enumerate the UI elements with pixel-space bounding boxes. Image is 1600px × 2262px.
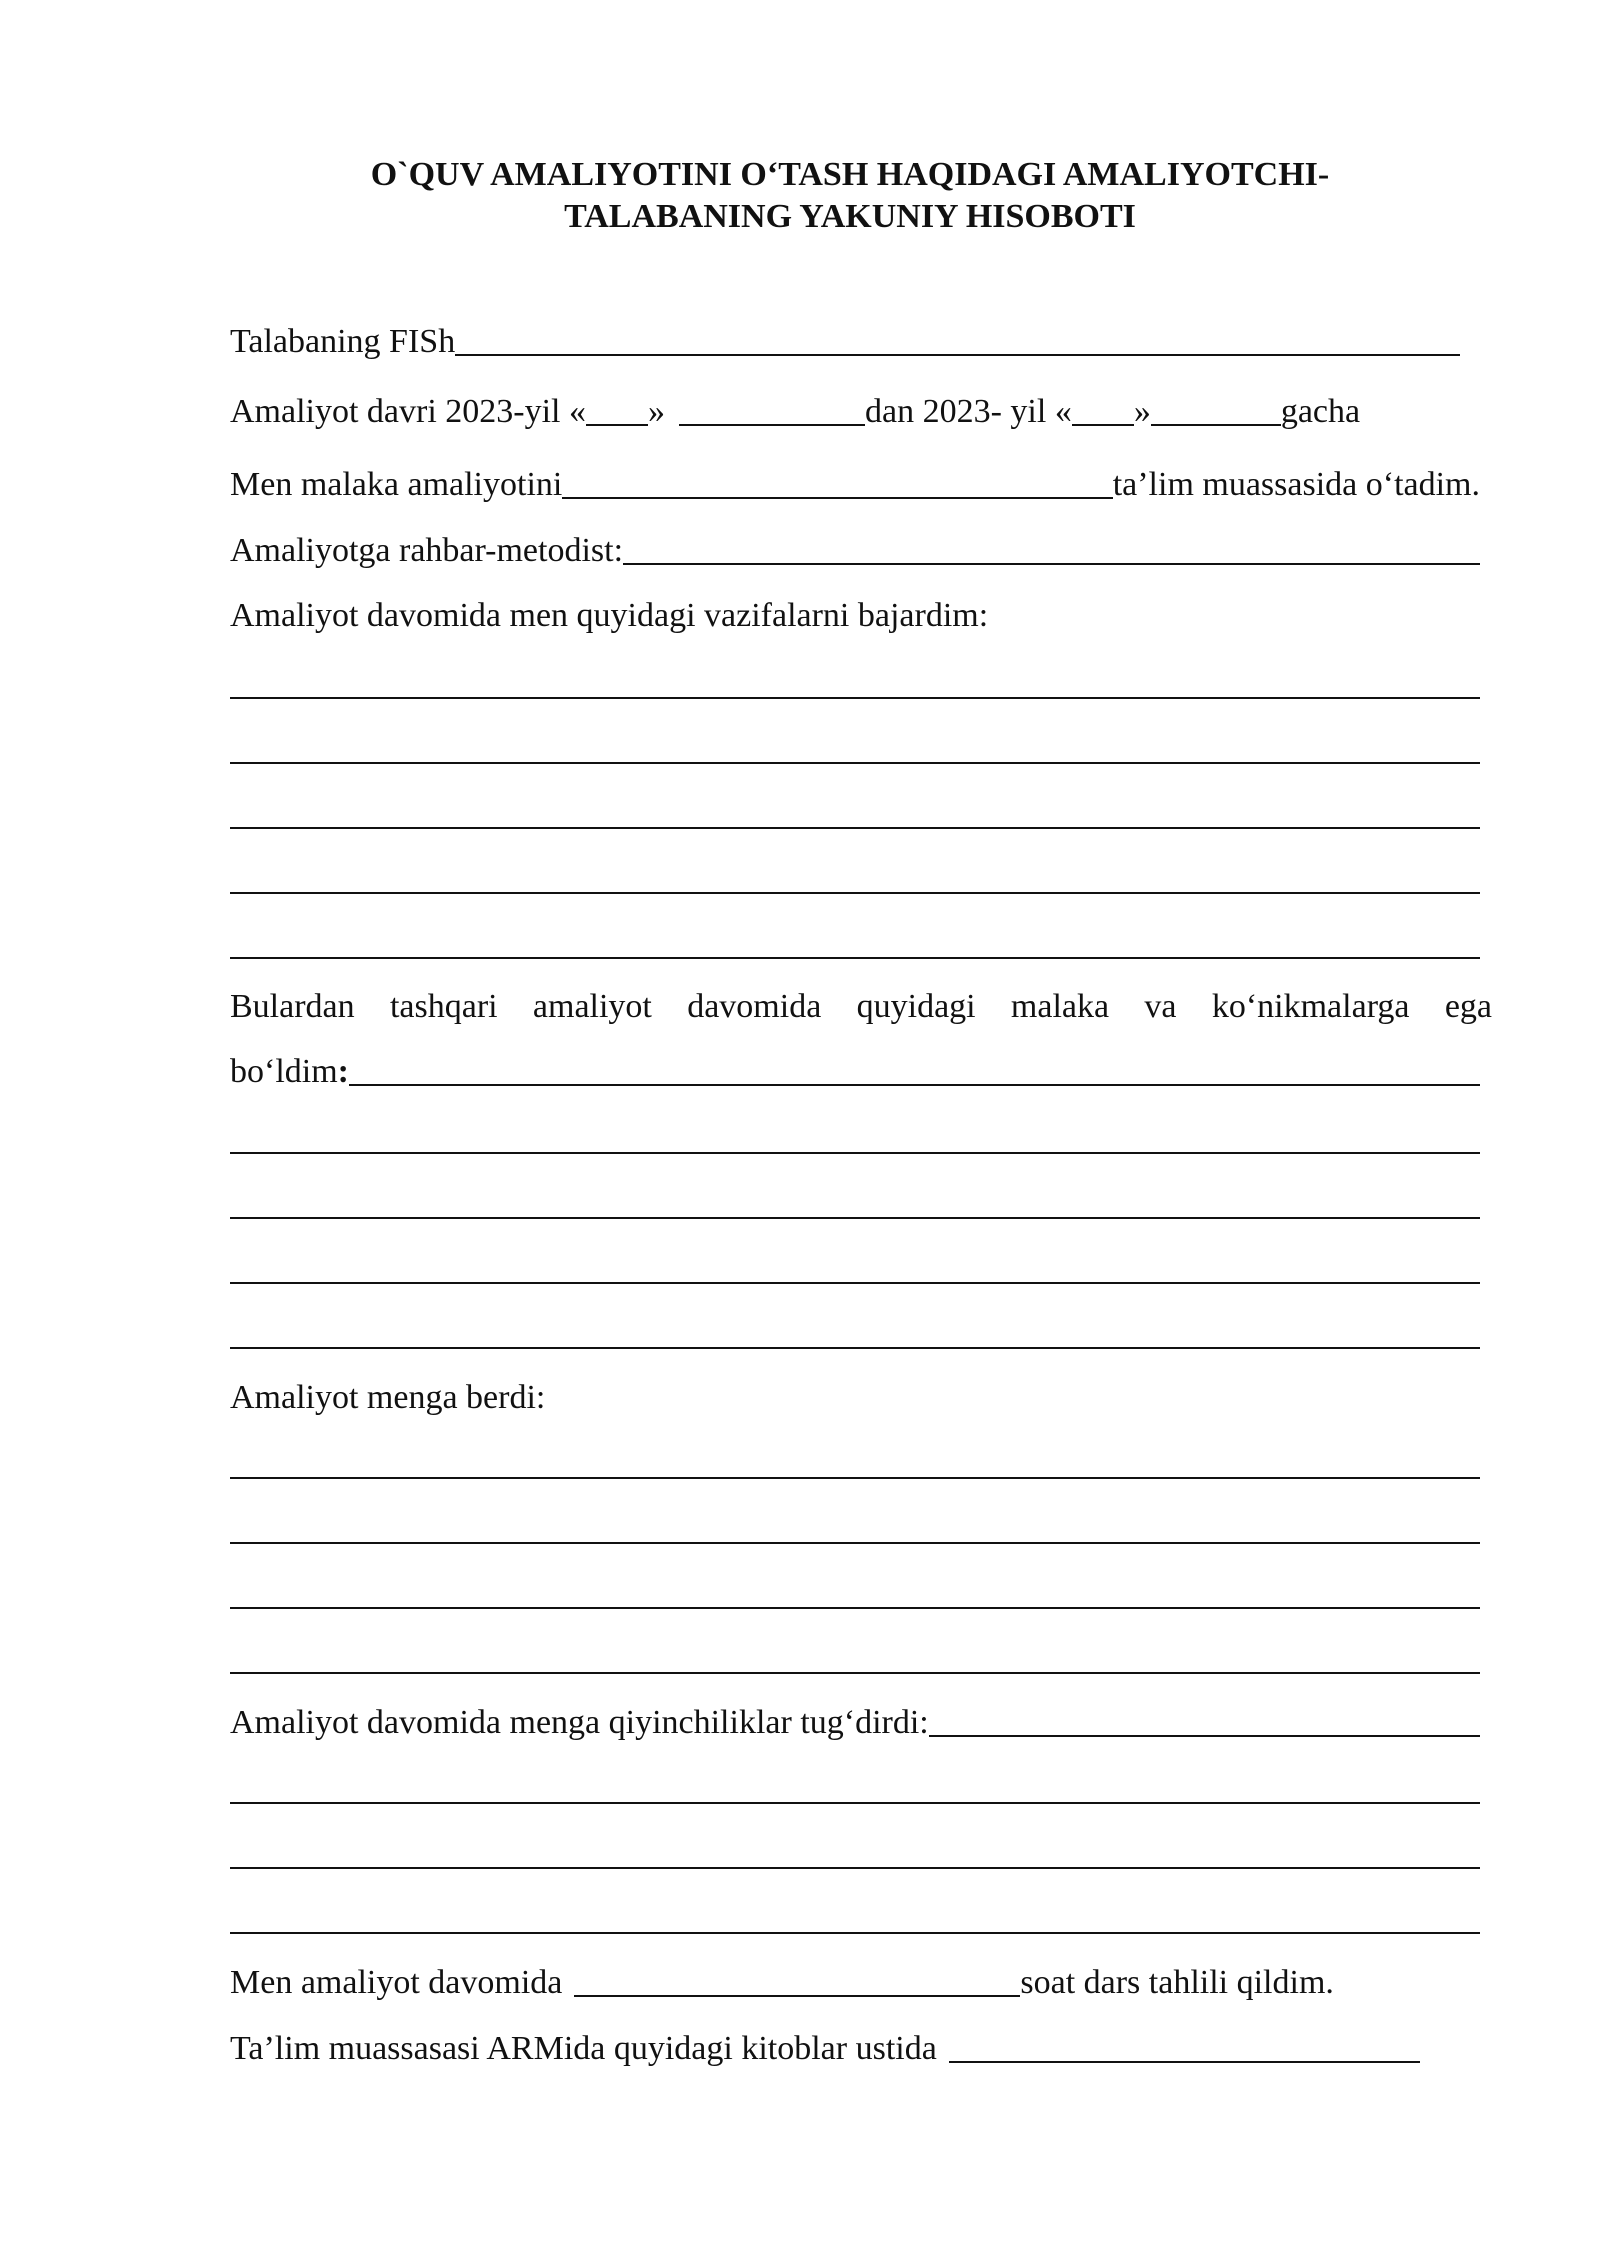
- institution-suffix: ta’lim muassasida o‘tadim.: [1112, 466, 1480, 503]
- supervisor-field[interactable]: [623, 563, 1480, 565]
- tasks-label-row: [230, 596, 1480, 636]
- hours-prefix: Men amaliyot davomida: [230, 1964, 563, 2001]
- period-row: [230, 392, 1480, 432]
- library-field[interactable]: [949, 2061, 1420, 2063]
- tasks-line-2[interactable]: [230, 762, 1480, 764]
- difficulties-line-2[interactable]: [230, 1867, 1480, 1869]
- supervisor-row: [230, 531, 1480, 571]
- difficulties-label: Amaliyot davomida menga qiyinchiliklar tug‘dirdi:: [230, 1704, 929, 1741]
- difficulties-row: [230, 1703, 1480, 1743]
- period-end-month-field[interactable]: [1151, 424, 1281, 426]
- skills-line-5[interactable]: [230, 1282, 1480, 1284]
- supervisor-label: Amaliyotga rahbar-metodist:: [230, 532, 624, 569]
- period-prefix: Amaliyot davri 2023-yil «: [230, 393, 587, 430]
- student-name-label: Talabaning FISh: [230, 323, 456, 360]
- tasks-line-5[interactable]: [230, 957, 1480, 959]
- period-start-day-field[interactable]: [586, 424, 648, 426]
- gave-label-row: [230, 1378, 1480, 1418]
- period-close-2: »: [1133, 393, 1151, 430]
- period-gacha: gacha: [1280, 393, 1361, 430]
- skills-line-2: bo‘ldim: [230, 1053, 338, 1090]
- title-line-1: O`QUV AMALIYOTINI O‘TASH HAQIDAGI AMALIYOTCHI-: [370, 156, 1330, 193]
- hours-field[interactable]: [574, 1995, 1020, 1997]
- institution-prefix: Men malaka amaliyotini: [230, 466, 563, 503]
- period-dan: dan 2023- yil «: [865, 393, 1072, 430]
- gave-line-4[interactable]: [230, 1672, 1480, 1674]
- hours-suffix: soat dars tahlili qildim.: [1020, 1964, 1334, 2001]
- difficulties-line-3[interactable]: [230, 1932, 1480, 1934]
- skills-field[interactable]: [349, 1084, 1480, 1086]
- gave-line-3[interactable]: [230, 1607, 1480, 1609]
- tasks-line-1[interactable]: [230, 697, 1480, 699]
- library-label: Ta’lim muassasasi ARMida quyidagi kitoblar ustida: [230, 2030, 937, 2067]
- gave-label: Amaliyot menga berdi:: [230, 1379, 546, 1416]
- gave-line-1[interactable]: [230, 1477, 1480, 1479]
- tasks-label: Amaliyot davomida men quyidagi vazifalarni bajardim:: [230, 597, 989, 634]
- student-name-field[interactable]: [455, 354, 1460, 356]
- document-title: [230, 154, 1470, 238]
- tasks-line-4[interactable]: [230, 892, 1480, 894]
- hours-row: [230, 1963, 1440, 2003]
- institution-field[interactable]: [562, 497, 1112, 499]
- tasks-line-3[interactable]: [230, 827, 1480, 829]
- difficulties-line-1[interactable]: [230, 1802, 1480, 1804]
- skills-line-6[interactable]: [230, 1347, 1480, 1349]
- skills-line-3[interactable]: [230, 1152, 1480, 1154]
- period-close-1: »: [648, 393, 666, 430]
- skills-line-1: Bulardan tashqari amaliyot davomida quyidagi malaka va ko‘nikmalarga ega: [230, 988, 1492, 1025]
- student-name-row: [230, 322, 1460, 362]
- period-end-day-field[interactable]: [1072, 424, 1134, 426]
- skills-line-4[interactable]: [230, 1217, 1480, 1219]
- library-row: [230, 2029, 1420, 2069]
- difficulties-field[interactable]: [929, 1735, 1480, 1737]
- period-start-month-field[interactable]: [679, 424, 865, 426]
- institution-row: [230, 465, 1480, 505]
- skills-row: [230, 1052, 1480, 1092]
- title-line-2: TALABANING YAKUNIY HISOBOTI: [564, 198, 1136, 235]
- gave-line-2[interactable]: [230, 1542, 1480, 1544]
- skills-colon: :: [337, 1053, 349, 1090]
